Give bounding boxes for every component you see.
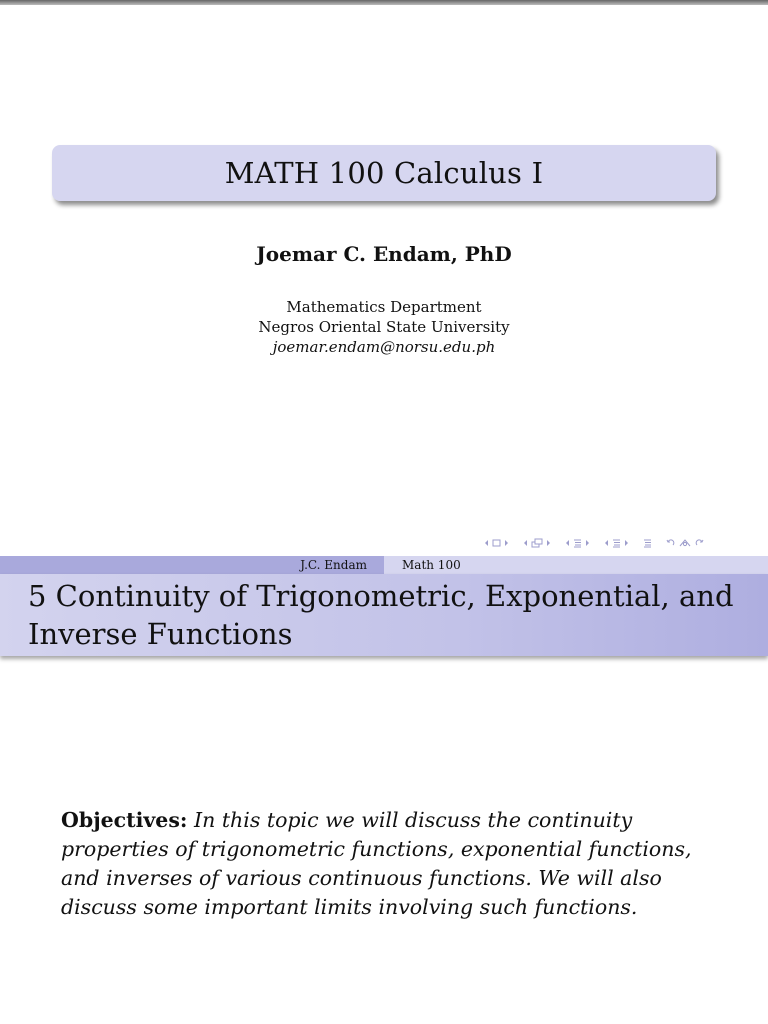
frame-prev-icon[interactable] [484,539,489,547]
frame-icon[interactable] [492,539,501,547]
section-heading: 5 Continuity of Trigonometric, Exponential, and Inverse Functions [28,579,734,651]
section-next-icon[interactable] [585,539,590,547]
objectives-label: Objectives: [61,808,188,832]
frame-nav [484,539,509,547]
section-icon[interactable] [573,538,582,548]
email-address: joemar.endam@norsu.edu.ph [272,338,496,356]
section-title-bar [0,574,768,656]
subsection-prev-icon[interactable] [523,539,528,547]
search-nav [666,539,704,547]
author-name: Joemar C. Endam, PhD [256,242,512,266]
navigation-symbols [484,535,704,551]
section-nav-b [604,538,629,548]
subsection-nav [523,538,551,548]
objectives-text: In this topic we will discuss the continuity properties of trigonometric functions, exponential functions, and inverses of various continuous functions. We will also discuss some important limits involving such functions. [61,808,692,919]
search-icon[interactable] [678,539,692,547]
subsection-next-icon[interactable] [546,539,551,547]
footer-author: J.C. Endam [0,556,384,574]
title-box [52,145,716,201]
subsection-icon[interactable] [531,538,543,548]
frame-next-icon[interactable] [504,539,509,547]
document-nav [643,538,652,548]
section-prev-icon[interactable] [565,539,570,547]
section-nav-a [565,538,590,548]
footer-course: Math 100 [402,558,461,572]
footline [0,556,768,574]
section-prev-icon[interactable] [604,539,609,547]
affiliation-block [0,297,768,357]
university: Negros Oriental State University [258,318,510,336]
section-icon[interactable] [612,538,621,548]
department: Mathematics Department [286,298,482,316]
document-icon[interactable] [643,538,652,548]
objectives-paragraph [61,806,711,922]
title-slide [0,5,768,556]
redo-icon[interactable] [695,539,704,547]
section-next-icon[interactable] [624,539,629,547]
undo-icon[interactable] [666,539,675,547]
presentation-title: MATH 100 Calculus I [224,156,544,190]
